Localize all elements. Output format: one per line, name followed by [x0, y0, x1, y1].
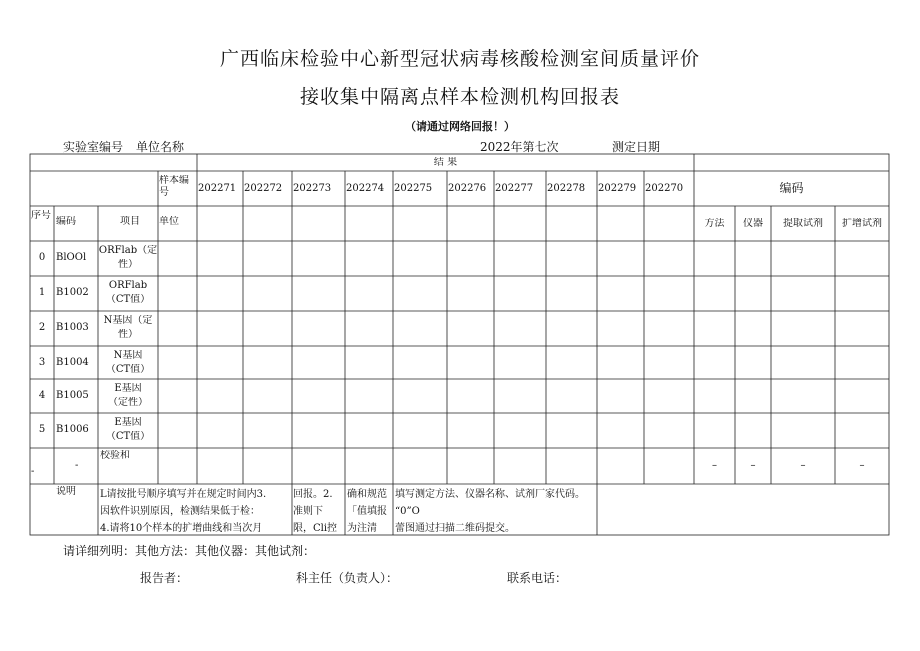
- notes-col-3-line-3: 为注清: [347, 523, 377, 534]
- row-1-code: B1002: [56, 287, 89, 298]
- col-extraction-reagent-header: 提取试剂: [783, 218, 823, 229]
- notes-col-1: [100, 486, 292, 537]
- detail-line: 请详细列明：其他方法：其他仪器：其他试剂：: [63, 544, 316, 558]
- notes-col-1-line-1: L请按批号顺序填写并在规定时间内3.: [100, 489, 267, 500]
- row-2-item-line2: 性）: [118, 329, 138, 340]
- col-instrument-header: 仪器: [743, 218, 763, 229]
- notes-col-4-line-1: 填写测定方法、仪器名称、试剂厂家代码。: [395, 489, 585, 500]
- notes-col-4-line-2: “0”O: [395, 506, 420, 517]
- calib-method-mark: –: [712, 460, 717, 471]
- notes-col-4-line-3: 蕾图通过扫描二维码提交。: [395, 523, 515, 534]
- row-4-code: B1005: [56, 390, 89, 401]
- notes-col-3: [347, 486, 393, 537]
- col-code-header: 编码: [56, 216, 76, 227]
- row-2-seq: 2: [38, 322, 46, 333]
- document-title: 广西临床检验中心新型冠状病毒核酸检测室间质量评价: [219, 48, 700, 70]
- notes-col-4: [395, 486, 605, 537]
- code-header: 编码: [779, 182, 804, 194]
- row-0-code: BlOOl: [56, 252, 87, 263]
- row-5-item-line2: （CT值）: [105, 431, 151, 442]
- unit-name-label: 单位名称: [136, 140, 185, 154]
- row-2-code: B1003: [56, 322, 89, 333]
- calib-instrument-mark: –: [750, 460, 756, 471]
- row-1-item-line1: ORFlab: [108, 280, 148, 291]
- test-date-label: 测定日期: [612, 140, 661, 154]
- sample-id-2: 202273: [293, 183, 332, 194]
- sample-number-label: 样本编号: [159, 175, 189, 198]
- notes-col-3-line-2: 「值填报: [347, 506, 387, 517]
- row-0-item-line1: ORFlab（定: [98, 245, 158, 256]
- sample-id-4: 202275: [394, 183, 433, 194]
- row-5-item-line1: E基因: [114, 417, 142, 428]
- calib-label: 校验和: [100, 450, 130, 461]
- calib-dash-small: -: [31, 466, 35, 477]
- row-0-item-line2: 性）: [118, 259, 138, 270]
- sample-id-0: 202271: [198, 183, 237, 194]
- round-label: 2022年第七次: [480, 140, 559, 154]
- document-subtitle: 接收集中隔离点样本检测机构回报表: [299, 86, 620, 108]
- sample-id-3: 202274: [346, 183, 385, 194]
- notes-label: 说明: [56, 486, 76, 497]
- notes-col-1-line-3: 4.请将10个样本的扩增曲线和当次月: [100, 523, 263, 534]
- online-report-notice: （请通过网络回报！）: [405, 120, 515, 133]
- row-4-seq: 4: [38, 390, 46, 401]
- col-unit-header: 单位: [159, 216, 179, 227]
- row-3-code: B1004: [56, 357, 89, 368]
- row-4-item-line1: E基因: [114, 383, 142, 394]
- notes-col-3-line-1: 确和规范: [347, 489, 387, 500]
- calib-amplification-mark: –: [859, 460, 865, 471]
- notes-col-1-line-2: 因软件识别原因，检测结果低于检：: [100, 506, 260, 517]
- notes-col-2-line-2: 准则下: [293, 506, 323, 517]
- row-4-item-line2: （定性）: [108, 397, 148, 408]
- lab-number-label: 实验室编号: [63, 140, 124, 154]
- row-5-code: B1006: [56, 424, 89, 435]
- col-method-header: 方法: [704, 218, 725, 229]
- row-3-item-line2: （CT值）: [105, 364, 151, 375]
- row-3-seq: 3: [38, 357, 46, 368]
- sample-id-7: 202278: [547, 183, 586, 194]
- row-5-seq: 5: [38, 424, 46, 435]
- calib-extraction-mark: –: [800, 460, 806, 471]
- col-item-header: 项目: [120, 216, 140, 227]
- row-1-item-line2: （CT值）: [105, 294, 151, 305]
- notes-col-2-line-1: 回报。2.: [293, 489, 333, 500]
- phone-label: 联系电话：: [507, 571, 568, 585]
- notes-col-2: [293, 486, 345, 537]
- sample-id-5: 202276: [448, 183, 487, 194]
- director-label: 科主任（负责人）：: [296, 571, 399, 585]
- reporter-label: 报告者：: [140, 571, 189, 585]
- col-seq-header: 序号: [31, 210, 51, 221]
- sample-id-9: 202270: [645, 183, 684, 194]
- sample-id-8: 202279: [598, 183, 637, 194]
- notes-col-2-line-3: 限，Cli控: [293, 523, 338, 534]
- row-1-seq: 1: [38, 287, 46, 298]
- sample-id-6: 202277: [495, 183, 534, 194]
- col-amplification-reagent-header: 扩增试剂: [842, 218, 882, 229]
- row-2-item-line1: N基因（定: [103, 315, 153, 326]
- row-3-item-line1: N基因: [113, 350, 143, 361]
- row-0-seq: 0: [38, 252, 46, 263]
- calib-dash: -: [75, 460, 79, 471]
- results-header: 结 果: [433, 157, 458, 168]
- sample-id-1: 202272: [244, 183, 283, 194]
